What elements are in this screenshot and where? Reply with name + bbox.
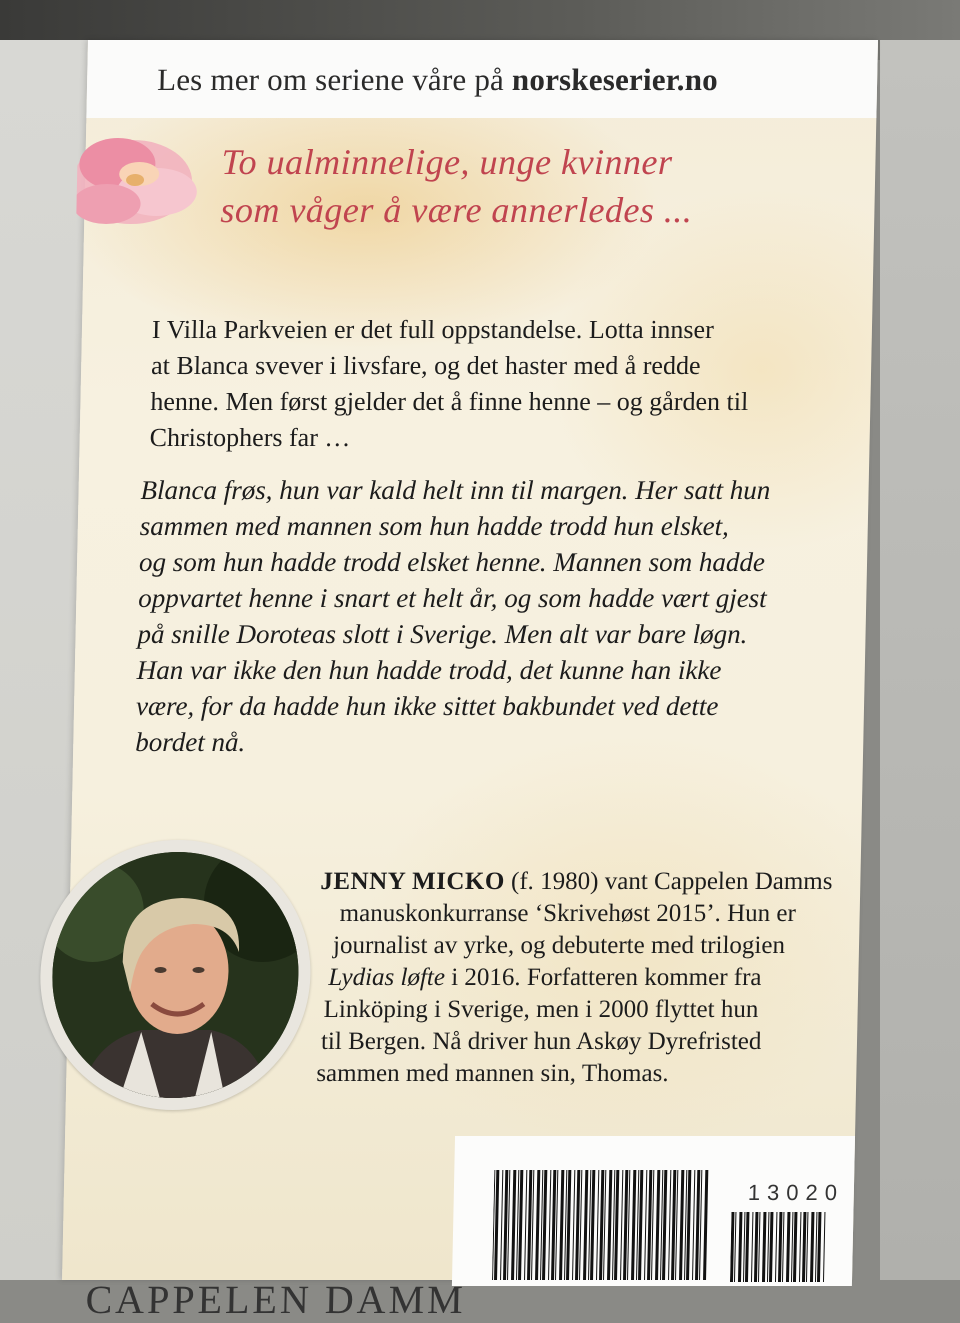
tagline [220, 138, 842, 234]
rose-flower-icon [76, 122, 209, 242]
series-prefix: Les mer om seriene våre på [156, 62, 505, 97]
background-right [880, 40, 960, 1280]
excerpt-line: sammen med mannen som hun hadde trodd hun elsket, [139, 511, 730, 541]
excerpt [135, 472, 841, 760]
excerpt-line: Han var ikke den hun hadde trodd, det kunne han ikke [136, 655, 722, 685]
excerpt-line: Blanca frøs, hun var kald helt inn til margen. Her satt hun [140, 475, 771, 505]
bio-line: Linköping i Sverige, men i 2000 flyttet hun [323, 996, 759, 1023]
bio-line [320, 866, 841, 898]
barcode-icon [492, 1170, 714, 1280]
blurb-line: at Blanca svever i livsfare, og det haster med å redde [150, 351, 701, 380]
excerpt-line: bordet nå. [134, 727, 246, 757]
tagline-line-2: som våger å være annerledes ... [220, 190, 693, 230]
barcode-addon-icon [730, 1212, 831, 1282]
bio-line: manuskonkurranse ‘Skrivehøst 2015’. Hun er [339, 900, 797, 927]
blurb [149, 312, 842, 456]
blurb-line: I Villa Parkveien er det full oppstandelse. Lotta innser [151, 315, 715, 344]
bio-text: (f. 1980) vant Cappelen Damms [504, 868, 833, 895]
blurb-line: Christophers far … [149, 423, 351, 452]
author-bio [316, 866, 841, 1090]
bio-line: journalist av yrke, og debuterte med trilogien [332, 932, 786, 959]
publisher-name: CAPPELEN DAMM [85, 1277, 467, 1322]
series-banner [86, 40, 878, 118]
bio-line: sammen med mannen sin, Thomas. [316, 1060, 669, 1087]
bio-line [318, 962, 839, 994]
tagline-line-1: To ualminnelige, unge kvinner [221, 142, 673, 182]
blurb-line: henne. Men først gjelder det å finne henne – og gården til [150, 387, 749, 416]
book-back-cover [62, 40, 878, 1322]
series-site: norskeserier.no [511, 62, 719, 97]
excerpt-line: være, for da hadde hun ikke sittet bakbundet ved dette [135, 691, 719, 721]
bio-text: i 2016. Forfatteren kommer fra [444, 964, 762, 991]
bio-line: til Bergen. Nå driver hun Askøy Dyrefristed [320, 1028, 762, 1055]
barcode-number: 13020 [747, 1180, 845, 1205]
book-title: Lydias løfte [328, 964, 446, 991]
excerpt-line: og som hun hadde trodd elsket henne. Mannen som hadde [138, 547, 766, 577]
series-line [157, 62, 719, 98]
excerpt-line: oppvartet henne i snart et helt år, og som hadde vært gjest [137, 583, 768, 613]
author-name: JENNY MICKO [320, 868, 506, 895]
excerpt-line: på snille Doroteas slott i Sverige. Men alt var bare løgn. [137, 619, 748, 649]
